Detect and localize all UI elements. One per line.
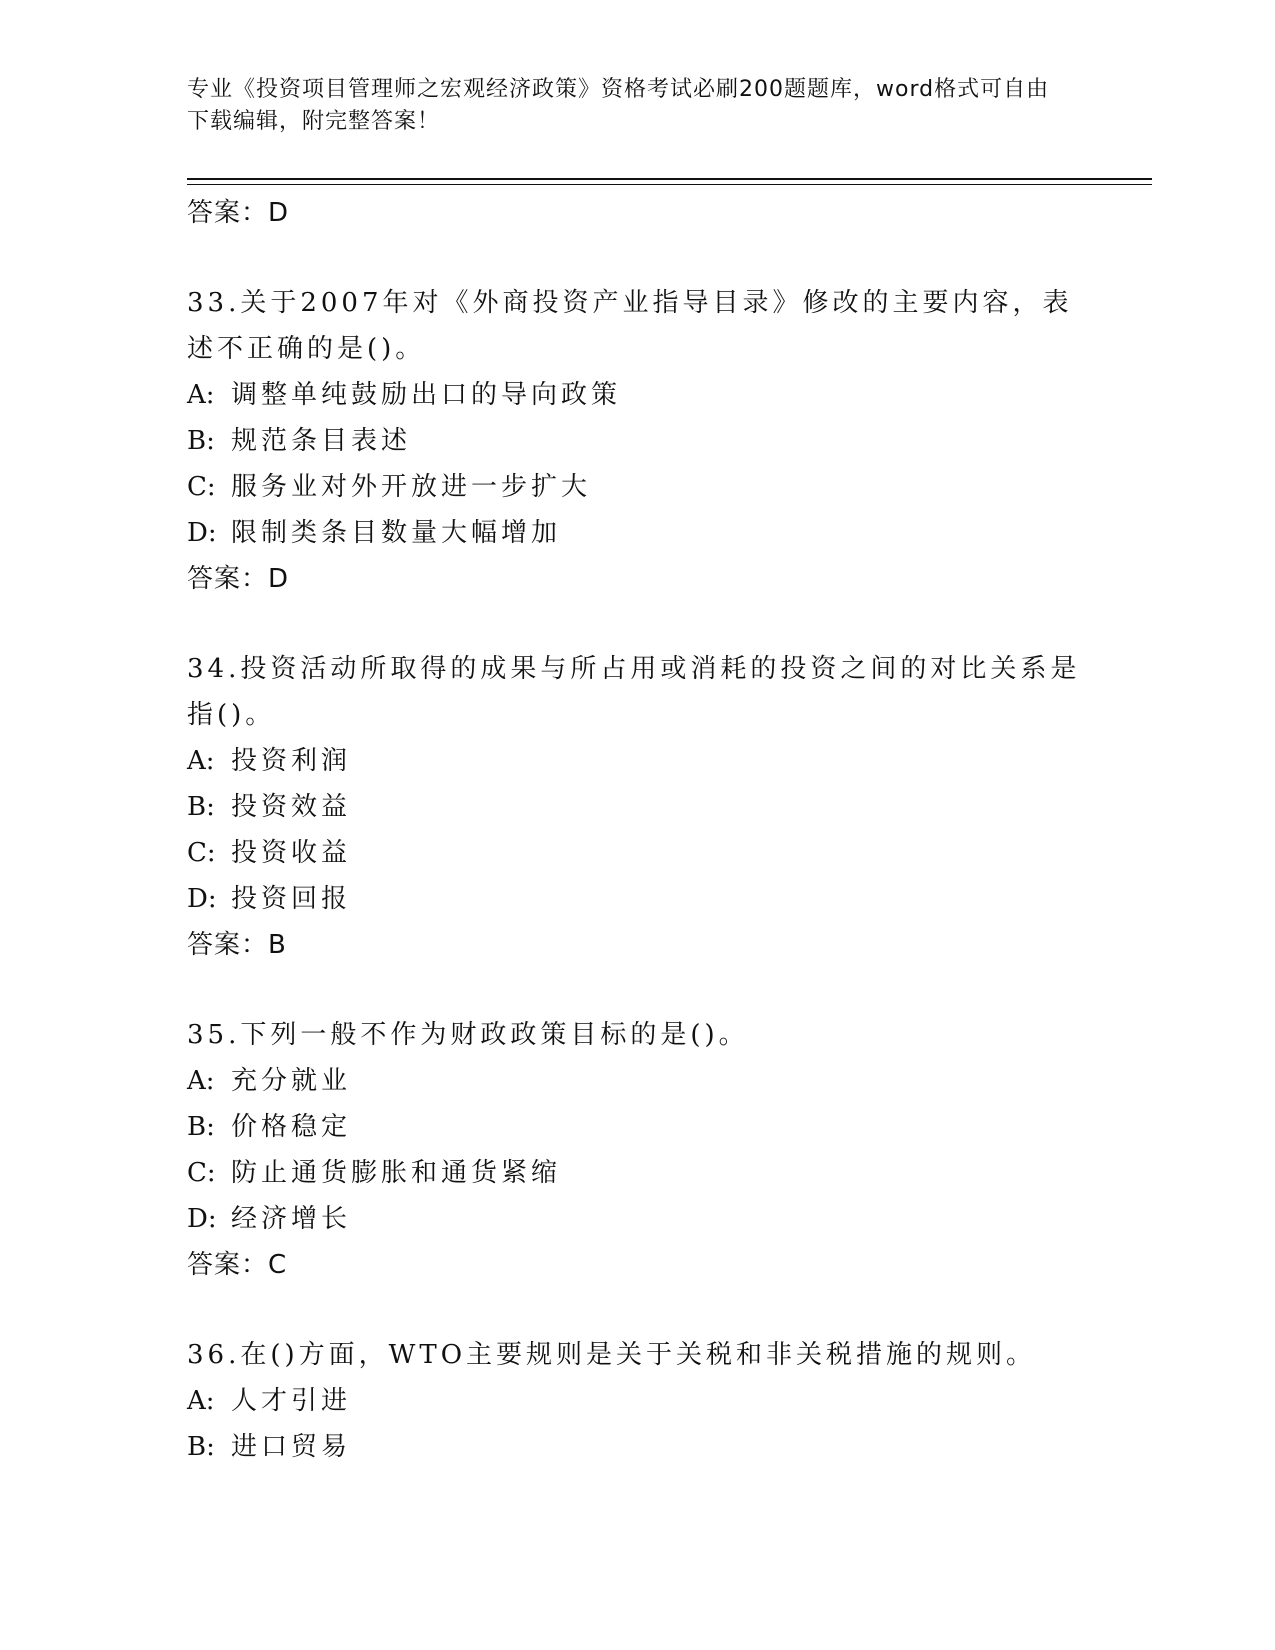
document-header: 专业《投资项目管理师之宏观经济政策》资格考试必刷200题题库，word格式可自由下载编辑，附完整答案！ — [187, 77, 1050, 134]
option-key: D: — [187, 884, 217, 914]
option-a — [187, 738, 1087, 784]
option-d — [187, 1196, 1087, 1242]
option-b — [187, 1424, 1087, 1470]
option-key: C: — [187, 1158, 216, 1188]
option-b — [187, 418, 1087, 464]
option-text: 限制类条目数量大幅增加 — [231, 518, 562, 548]
question-stem: 33.关于2007年对《外商投资产业指导目录》修改的主要内容，表述不正确的是()。 — [187, 288, 1073, 364]
question-list — [187, 190, 1087, 1470]
option-key: A: — [187, 1066, 215, 1096]
option-c — [187, 830, 1087, 876]
option-c — [187, 1150, 1087, 1196]
option-text: 投资收益 — [231, 838, 352, 868]
option-b — [187, 1104, 1087, 1150]
option-text: 经济增长 — [231, 1204, 352, 1234]
option-key: A: — [187, 380, 215, 410]
option-key: C: — [187, 838, 216, 868]
option-key: A: — [187, 746, 215, 776]
question-36 — [187, 1332, 1087, 1470]
answer-line: 答案：B — [187, 930, 287, 960]
header-divider-thin — [187, 184, 1152, 185]
answer-line: 答案：C — [187, 1250, 288, 1280]
option-key: D: — [187, 518, 217, 548]
option-key: B: — [187, 1432, 215, 1462]
option-text: 充分就业 — [231, 1066, 352, 1096]
question-34 — [187, 646, 1087, 968]
option-text: 进口贸易 — [231, 1432, 352, 1462]
option-c — [187, 464, 1087, 510]
option-d — [187, 876, 1087, 922]
option-key: C: — [187, 472, 216, 502]
option-text: 价格稳定 — [231, 1112, 352, 1142]
question-35 — [187, 1012, 1087, 1288]
option-a — [187, 372, 1087, 418]
option-text: 规范条目表述 — [231, 426, 412, 456]
option-key: B: — [187, 426, 215, 456]
option-d — [187, 510, 1087, 556]
option-text: 调整单纯鼓励出口的导向政策 — [231, 380, 622, 410]
option-text: 投资效益 — [231, 792, 352, 822]
header-divider-thick — [187, 178, 1152, 180]
question-33 — [187, 280, 1087, 602]
previous-answer: 答案：D — [187, 198, 290, 228]
question-stem: 34.投资活动所取得的成果与所占用或消耗的投资之间的对比关系是指()。 — [187, 654, 1081, 730]
option-a — [187, 1058, 1087, 1104]
option-b — [187, 784, 1087, 830]
question-stem: 36.在()方面，WTO主要规则是关于关税和非关税措施的规则。 — [187, 1340, 1037, 1370]
option-key: A: — [187, 1386, 215, 1416]
option-a — [187, 1378, 1087, 1424]
option-text: 投资利润 — [231, 746, 352, 776]
option-text: 防止通货膨胀和通货紧缩 — [231, 1158, 562, 1188]
option-key: B: — [187, 1112, 215, 1142]
option-text: 人才引进 — [231, 1386, 352, 1416]
option-key: D: — [187, 1204, 217, 1234]
option-key: B: — [187, 792, 215, 822]
question-stem: 35.下列一般不作为财政政策目标的是()。 — [187, 1020, 749, 1050]
answer-line: 答案：D — [187, 564, 290, 594]
option-text: 服务业对外开放进一步扩大 — [231, 472, 592, 502]
option-text: 投资回报 — [231, 884, 352, 914]
